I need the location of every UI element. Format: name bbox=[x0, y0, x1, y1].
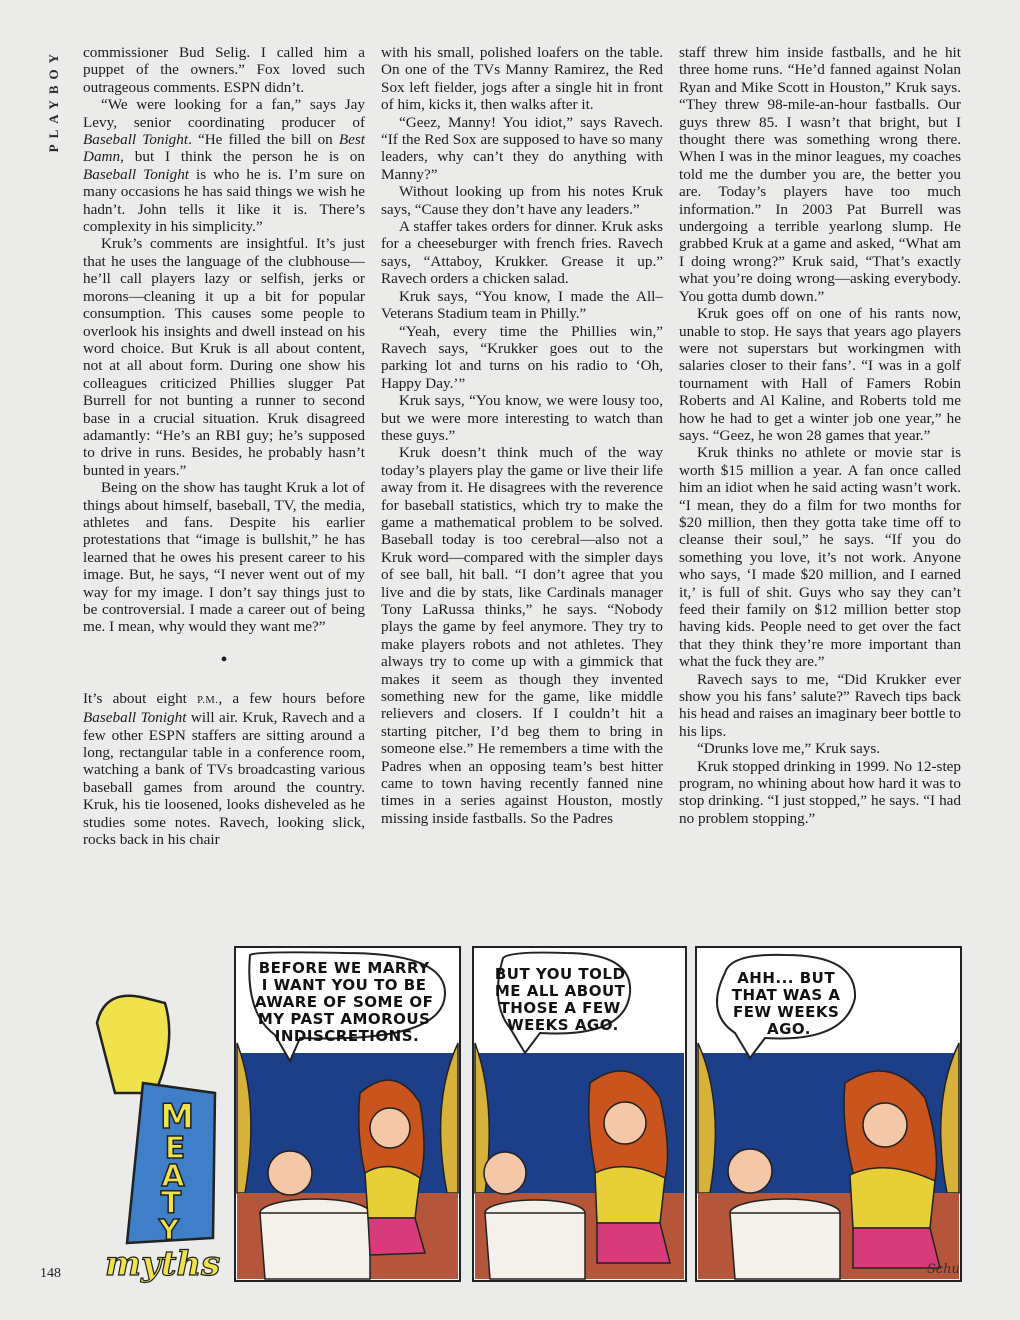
paragraph: Kruk stopped drinking in 1999. No 12-step program, no whining about how hard it was to stop drinking. “I just stopped,” he says. “I had no problem stopping.” bbox=[679, 757, 961, 827]
page-number: 148 bbox=[40, 1266, 61, 1281]
text-column-3 bbox=[679, 44, 961, 827]
paragraph: Kruk goes off on one of his rants now, unable to stop. He says that years ago players were not superstars but workingmen with salaries closer to their fans’. “I was in a golf tournament with Hall of Famers Robin Roberts and Al Kaline, and Roberts told me how he had to get a winter job one year,” he says. “Geez, he won 28 games that year.” bbox=[679, 305, 961, 444]
paragraph: Being on the show has taught Kruk a lot of things about himself, baseball, TV, the media, athletes and fans. Despite his earlier protestations that “image is bullshit,” he has learned that he owes his present career to his image. But, he says, “I never went out of my way for my image. I don’t say things just to be controversial. I made a career out of being me. I mean, why would they want me?” bbox=[83, 479, 365, 636]
paragraph: “Geez, Manny! You idiot,” says Ravech. “If the Red Sox are supposed to have so many leaders, why can’t they do anything with Manny?” bbox=[381, 113, 663, 183]
speech-balloon-text: AHH... BUT THAT WAS A FEW WEEKS AGO. bbox=[731, 969, 841, 1038]
logo-letter: A bbox=[161, 1159, 185, 1194]
paragraph: Ravech says to me, “Did Krukker ever show you his fans’ salute?” Ravech tips back his head and raises an imaginary beer bottle to his lips. bbox=[679, 670, 961, 740]
logo-letter: Y bbox=[158, 1213, 180, 1246]
paragraph: It’s about eight P.M., a few hours before Baseball Tonight will air. Kruk, Ravech and a few other ESPN staffers are sitting around a long, rectangular table in a conference room, watching a bank of TVs broadcasting various baseball games from around the country. Kruk, his tie loosened, looks disheveled as he studies some notes. Ravech, looking slick, rocks back in his chair bbox=[83, 689, 365, 849]
artist-signature: Schu bbox=[927, 1262, 960, 1277]
speech-balloon-text: BUT YOU TOLD ME ALL ABOUT THOSE A FEW WEEKS AGO. bbox=[494, 965, 626, 1034]
paragraph: Kruk doesn’t think much of the way today’s players play the game or live their life away from it. He disagrees with the reverence for baseball statistics, which try to make the game a mathematical problem to be solved. Baseball today is too cerebral—also not a Kruk word—compared with the simpler days of see ball, hit ball. “I don’t agree that you live and die by stats, like Cardinals manager Tony LaRussa thinks,” he says. “Nobody plays the game by feel anymore. They try to make players robots and not athletes. They always try to come up with a gimmick that makes it seem as though they invented something new for the game, like middle relievers and closers. If I couldn’t hit a starting pitcher, I’d beg them to bring in someone else.” He remembers a time with the Padres when an opposing team’s best hitter came to town having recently fanned nine times in a series against Houston, mostly missing inside fastballs. So the Padres bbox=[381, 444, 663, 827]
logo-script: myths bbox=[105, 1244, 221, 1284]
cartoon-panel-3 bbox=[696, 947, 961, 1281]
speech-balloon-text: BEFORE WE MARRY I WANT YOU TO BE AWARE OF SOME OF MY PAST AMOROUS INDISCRETIONS. bbox=[254, 959, 434, 1045]
paragraph: staff threw him inside fastballs, and he hit three home runs. “He’d fanned against Nolan Ryan and Mike Scott in Houston,” Kruk says. “They threw 98-mile-an-hour fastballs. Our guys threw 85. I wasn’t that bright, but I thought there was something wrong there. When I was in the minor leagues, my coaches told me the dumber you are, the better you are. Today’s players have too much information.” In 2003 Pat Burrell was undergoing a terrible yearlong slump. He grabbed Kruk at a game and asked, “What am I doing wrong?” Kruk said, “That’s exactly what you’re doing wrong—asking everybody. You gotta dumb down.” bbox=[679, 44, 961, 305]
text-column-2 bbox=[381, 44, 663, 827]
paragraph: Kruk’s comments are insightful. It’s just that he uses the language of the clubhouse—he’ll call players lazy or selfish, jerks or morons—cleaning it up a bit for popular consumption. This causes some people to overlook his insights and dwell instead on his word choice. But Kruk is all about content, not at all about form. During one show his colleagues criticized Phillies slugger Pat Burrell for not bunting a runner to second base in a crucial situation. Kruk disagreed adamantly: “He’s an RBI guy; he’s supposed to drive in runs. Besides, he probably hasn’t bunted in years.” bbox=[83, 235, 365, 479]
logo-letter: E bbox=[164, 1131, 186, 1166]
paragraph: “We were looking for a fan,” says Jay Levy, senior coordinating producer of Baseball Tonight. “He filled the bill on Best Damn, but I think the person he is on Baseball Tonight is who he is. I’m sure on many occasions he has said things we wish he hadn’t. John tells it like it is. There’s complexity in his simplicity.” bbox=[83, 96, 366, 236]
paragraph: Kruk says, “You know, we were lousy too, but we were more interesting to watch than these guys.” bbox=[381, 392, 663, 444]
logo-letter: T bbox=[160, 1186, 182, 1221]
text-column-1 bbox=[83, 44, 365, 848]
paragraph: A staffer takes orders for dinner. Kruk asks for a cheeseburger with french fries. Ravech says, “Attaboy, Krukker. Grease it up.” Ravech orders a chicken salad. bbox=[381, 218, 663, 288]
section-break-bullet: • bbox=[220, 648, 228, 671]
paragraph: “Yeah, every time the Phillies win,” Ravech says, “Krukker goes out to the parking lot and turns on his radio to ‘Oh, Happy Day.’” bbox=[381, 322, 663, 392]
paragraph: Kruk says, “You know, I made the All–Veterans Stadium team in Philly.” bbox=[381, 287, 663, 323]
cartoon-logo bbox=[85, 943, 235, 1285]
paragraph: Without looking up from his notes Kruk says, “Cause they don’t have any leaders.” bbox=[381, 183, 663, 218]
cartoon-panel-2 bbox=[473, 947, 686, 1281]
paragraph: “Drunks love me,” Kruk says. bbox=[697, 740, 881, 758]
cartoon-panel-1 bbox=[235, 947, 460, 1281]
logo-letter: M bbox=[160, 1097, 194, 1137]
magazine-name: PLAYBOY bbox=[46, 48, 61, 153]
paragraph: commissioner Bud Selig. I called him a puppet of the owners.” Fox loved such outrageous comments. ESPN didn’t. bbox=[83, 44, 365, 96]
paragraph: with his small, polished loafers on the table. On one of the TVs Manny Ramirez, the Red Sox left fielder, jogs after a single hit in front of him, kicks it, then walks after it. bbox=[381, 44, 663, 114]
cartoon-strip bbox=[85, 943, 965, 1285]
paragraph: Kruk thinks no athlete or movie star is worth $15 million a year. A fan once called him an idiot when he said acting wasn’t work. “I mean, they do a film for two months for $20 million, then they gotta take time off to cleanse their soul,” he says. “If you do something you love, it’s not work. Anyone who says, ‘I made $20 million, and I earned it,’ is full of shit. Guys who say they can’t feed their family on $12 million better stop having kids. People need to get over the fact that they think they’re more important than what the fuck they are.” bbox=[679, 444, 961, 671]
